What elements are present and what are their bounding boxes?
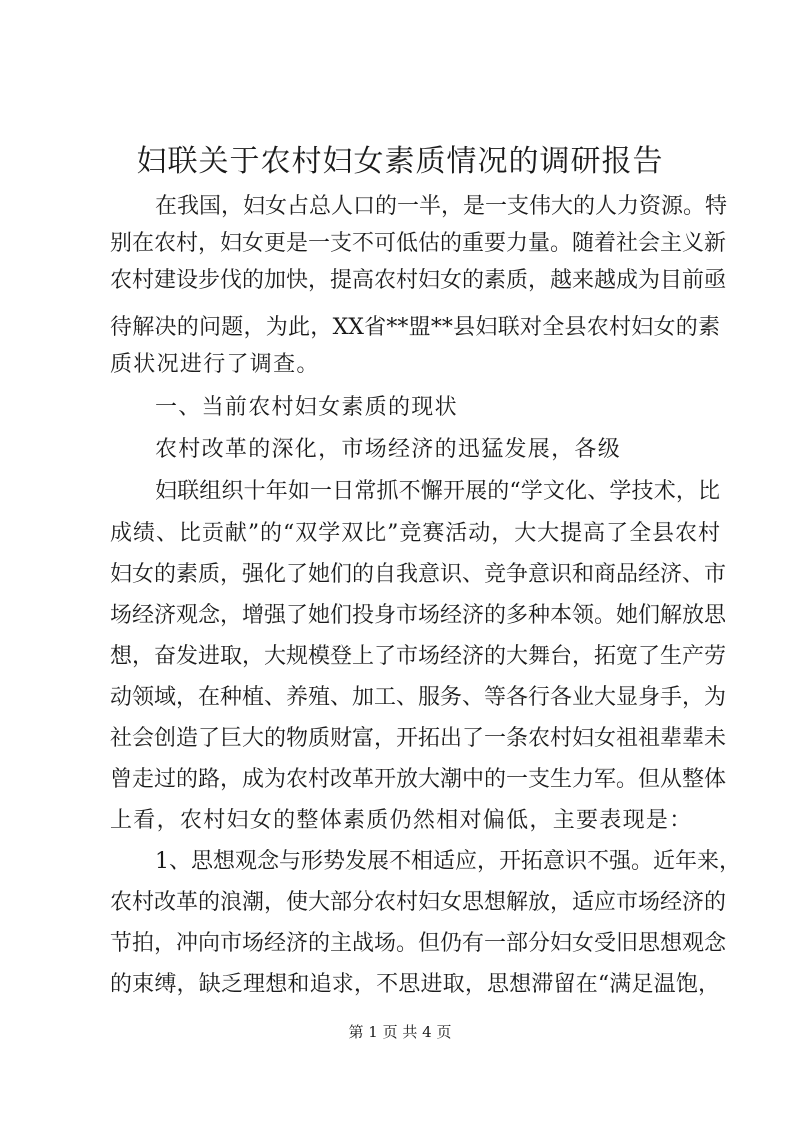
body-line: 社会创造了巨大的物质财富，开拓出了一条农村妇女祖祖辈辈未 (110, 726, 727, 751)
body-line: 农村改革的深化，市场经济的迅猛发展，各级 (155, 437, 622, 462)
page-number-footer: 第 1 页 共 4 页 (348, 1023, 452, 1041)
body-line: 质状况进行了调查。 (110, 352, 320, 377)
body-line: 想，奋发进取，大规模登上了市场经济的大舞台，拓宽了生产劳 (110, 644, 727, 669)
body-line: 别在农村，妇女更是一支不可低估的重要力量。随着社会主义新 (110, 231, 727, 256)
body-line: 场经济观念，增强了她们投身市场经济的多种本领。她们解放思 (110, 603, 727, 628)
body-line: 节拍，冲向市场经济的主战场。但仍有一部分妇女受旧思想观念 (110, 931, 727, 956)
body-line: 待解决的问题，为此，XX省**盟**县妇联对全县农村妇女的素 (110, 315, 720, 340)
body-line: 动领域，在种植、养殖、加工、服务、等各行各业大显身手，为 (110, 685, 727, 710)
list-item-line: 1、思想观念与形势发展不相适应，开拓意识不强。近年来， (155, 849, 741, 874)
document-title: 妇联关于农村妇女素质情况的调研报告 (136, 144, 664, 179)
body-line: 上看，农村妇女的整体素质仍然相对偏低，主要表现是： (110, 808, 693, 833)
body-line: 曾走过的路，成为农村改革开放大潮中的一支生力军。但从整体 (110, 767, 727, 792)
section-heading: 一、当前农村妇女素质的现状 (155, 395, 458, 420)
body-line: 的束缚，缺乏理想和追求，不思进取，思想滞留在“满足温饱， (110, 972, 720, 997)
body-line: 农村建设步伐的加快，提高农村妇女的素质，越来越成为目前亟 (110, 268, 727, 293)
body-line: 在我国，妇女占总人口的一半，是一支伟大的人力资源。特 (155, 194, 728, 219)
body-line: 成绩、比贡献”的“双学双比”竞赛活动，大大提高了全县农村 (110, 521, 720, 546)
body-line: 妇联组织十年如一日常抓不懈开展的“学文化、学技术，比 (155, 479, 720, 504)
body-line: 妇女的素质，强化了她们的自我意识、竞争意识和商品经济、市 (110, 562, 727, 587)
body-line: 农村改革的浪潮，使大部分农村妇女思想解放，适应市场经济的 (110, 890, 727, 915)
